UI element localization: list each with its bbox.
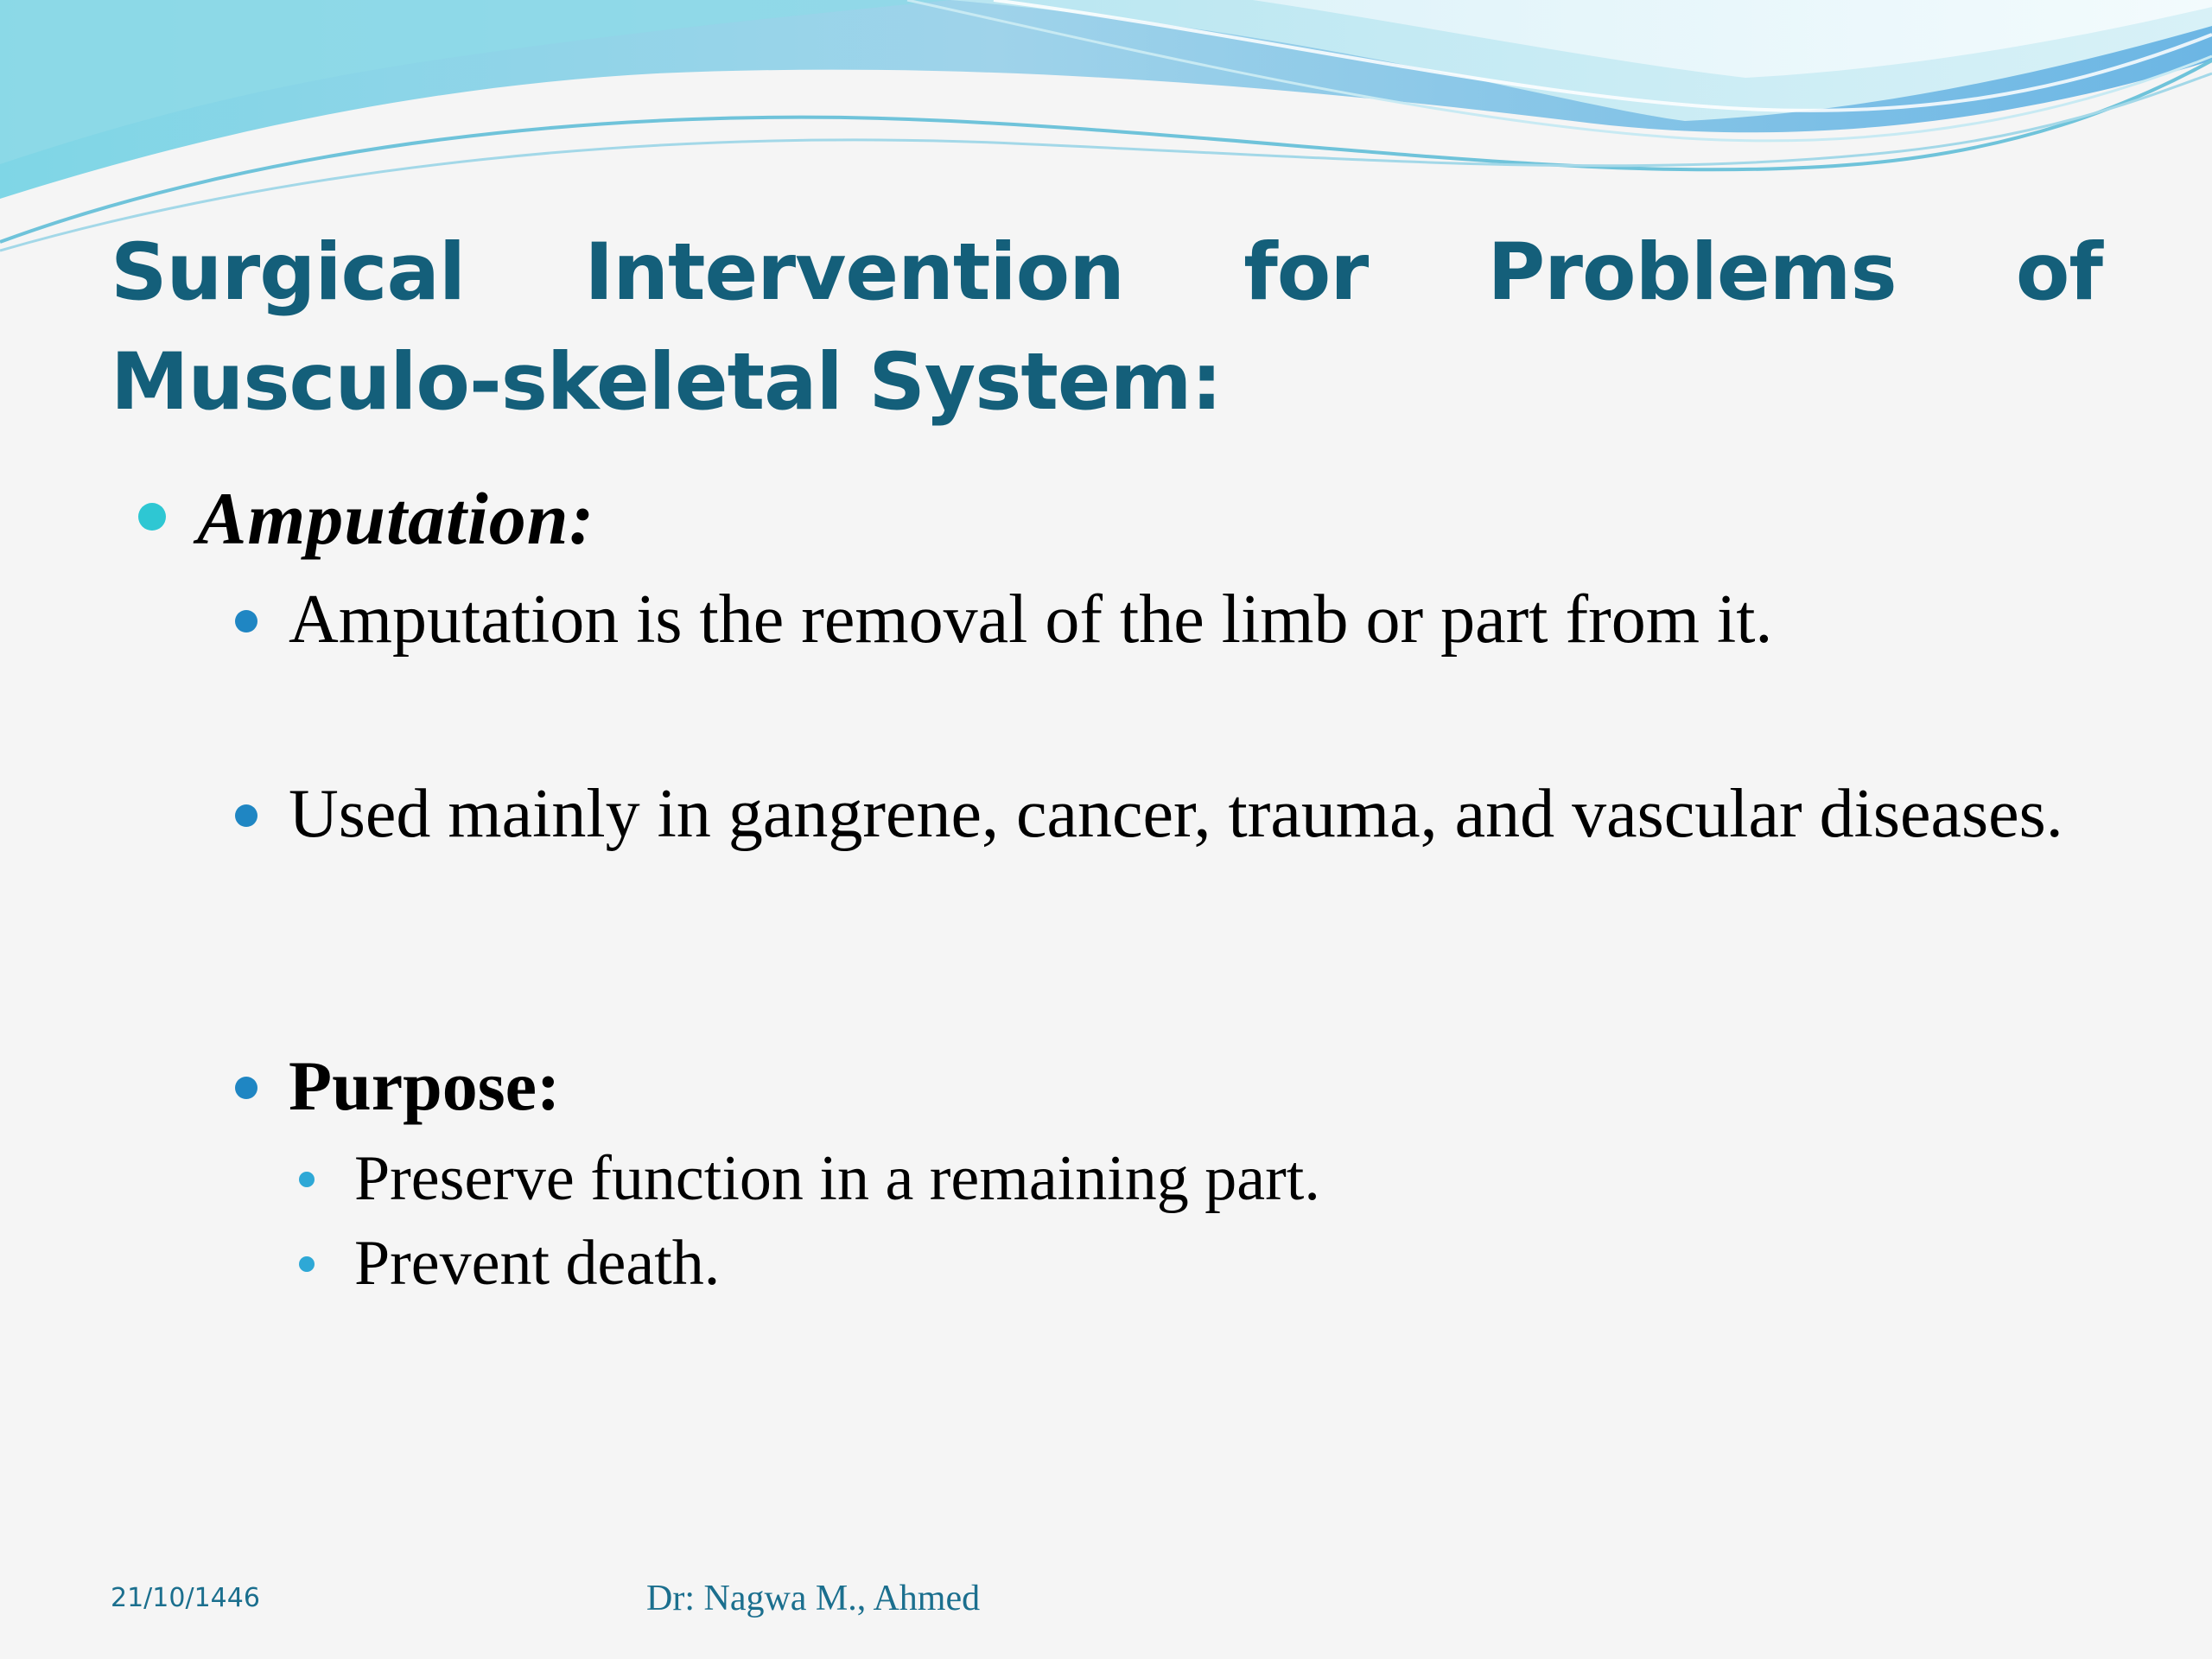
bullet-amputation <box>138 474 594 563</box>
sub-bullet-definition <box>235 581 1772 658</box>
purpose-item <box>299 1141 1320 1217</box>
bullet-dot-icon <box>299 1256 315 1272</box>
bullet-label: Amputation: <box>197 477 595 560</box>
sub-bullet-usage <box>235 775 2079 853</box>
bullet-dot-icon <box>235 1077 257 1099</box>
purpose-item-text: Prevent death. <box>354 1228 721 1299</box>
sub-bullet-text: Amputation is the removal of the limb or part from it. <box>289 582 1773 658</box>
purpose-item <box>299 1225 720 1301</box>
bullet-dot-icon <box>235 804 257 827</box>
bullet-dot-icon <box>235 610 257 632</box>
bullet-dot-icon <box>138 503 166 531</box>
purpose-item-text: Preserve function in a remaining part. <box>354 1143 1320 1214</box>
sub-bullet-text: Used mainly in gangrene, cancer, trauma, and vascular diseases. <box>289 776 2063 852</box>
footer-date: 21/10/1446 <box>111 1583 260 1613</box>
bullet-dot-icon <box>299 1172 315 1187</box>
sub-bullet-purpose <box>235 1047 560 1125</box>
footer-author: Dr: Nagwa M., Ahmed <box>646 1579 981 1618</box>
slide-title: Surgical Intervention for Problems of Musculo-skeletal System: <box>111 227 2102 428</box>
purpose-label: Purpose: <box>289 1046 561 1125</box>
